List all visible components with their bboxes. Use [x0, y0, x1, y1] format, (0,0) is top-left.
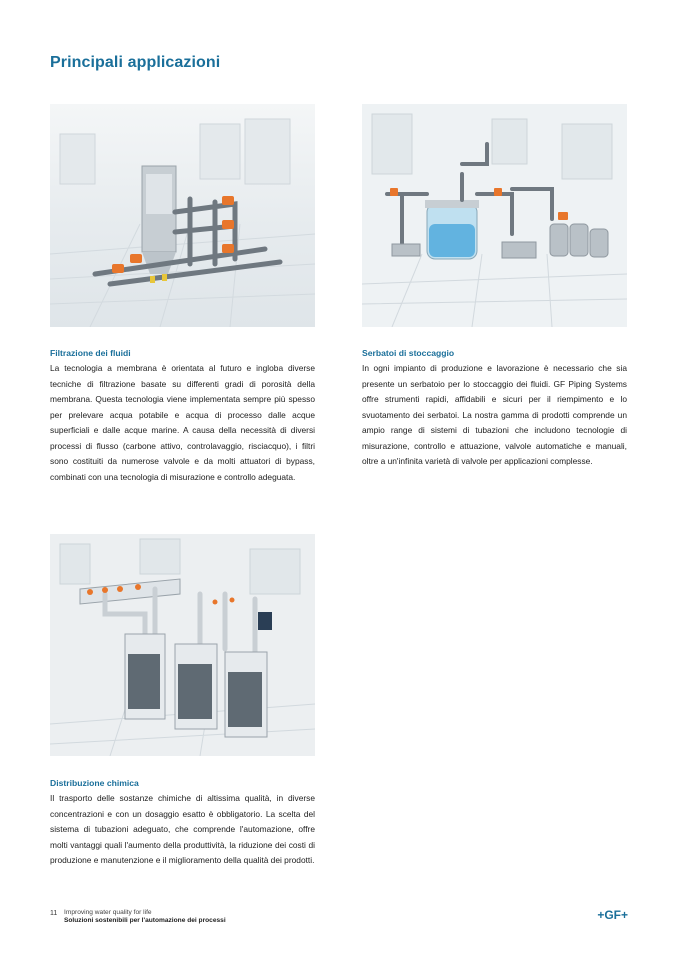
gf-logo: +GF+	[597, 908, 628, 922]
footer-subtitle: Soluzioni sostenibili per l'automazione dei processi	[64, 917, 226, 924]
section-body-serbatoi: In ogni impianto di produzione e lavorazione è necessario che sia presente un serbatoio per lo stoccaggio dei fluidi. GF Piping Systems offre strumenti rapidi, affidabili e sicuri per il riempimento e lo svuotamento dei serbatoi. La nostra gamma di prodotti comprende un ampio range di sistemi di tubazioni che includono tecnologie di misurazione, controllo e attuazione, valvole automatiche e manuali, oltre a un'infinita varietà di valvole per applicazioni complesse.	[362, 363, 627, 466]
section-heading-filtrazione: Filtrazione dei fluidi	[50, 348, 131, 358]
page-title: Principali applicazioni	[50, 54, 221, 71]
section-body-distribuzione: Il trasporto delle sostanze chimiche di altissima qualità, in diverse concentrazioni e con un dosaggio esatto è obbligatorio. La scelta del sistema di tubazioni adeguato, che comprende l'automazione, offre molti vantaggi quali l'aumento della produttività, la riduzione dei costi di produzione e manutenzione e il miglioramento della qualità dei prodotti.	[50, 793, 315, 865]
footer-tagline: Improving water quality for life	[64, 909, 152, 916]
storage-tank-illustration	[362, 104, 627, 327]
section-heading-distribuzione: Distribuzione chimica	[50, 778, 139, 788]
filtration-illustration	[50, 104, 315, 327]
chemical-distribution-illustration	[50, 534, 315, 756]
section-body-filtrazione: La tecnologia a membrana è orientata al futuro e ingloba diverse tecniche di filtrazione basate su differenti gradi di porosità della membrana. Questa tecnologia viene implementata sempre più spesso per prelevare acqua potabile e acqua di processo dalle acque superficiali e dalle acque marine. A causa della necessità di diversi processi di flusso (carbone attivo, controlavaggio, risciacquo), i filtri sono costituiti da numerose valvole e da molti attuatori di bypass, combinati con una tecnologia di misurazione e controllo adeguata.	[50, 363, 315, 482]
section-heading-serbatoi: Serbatoi di stoccaggio	[362, 348, 455, 358]
page-number: 11	[50, 910, 58, 917]
